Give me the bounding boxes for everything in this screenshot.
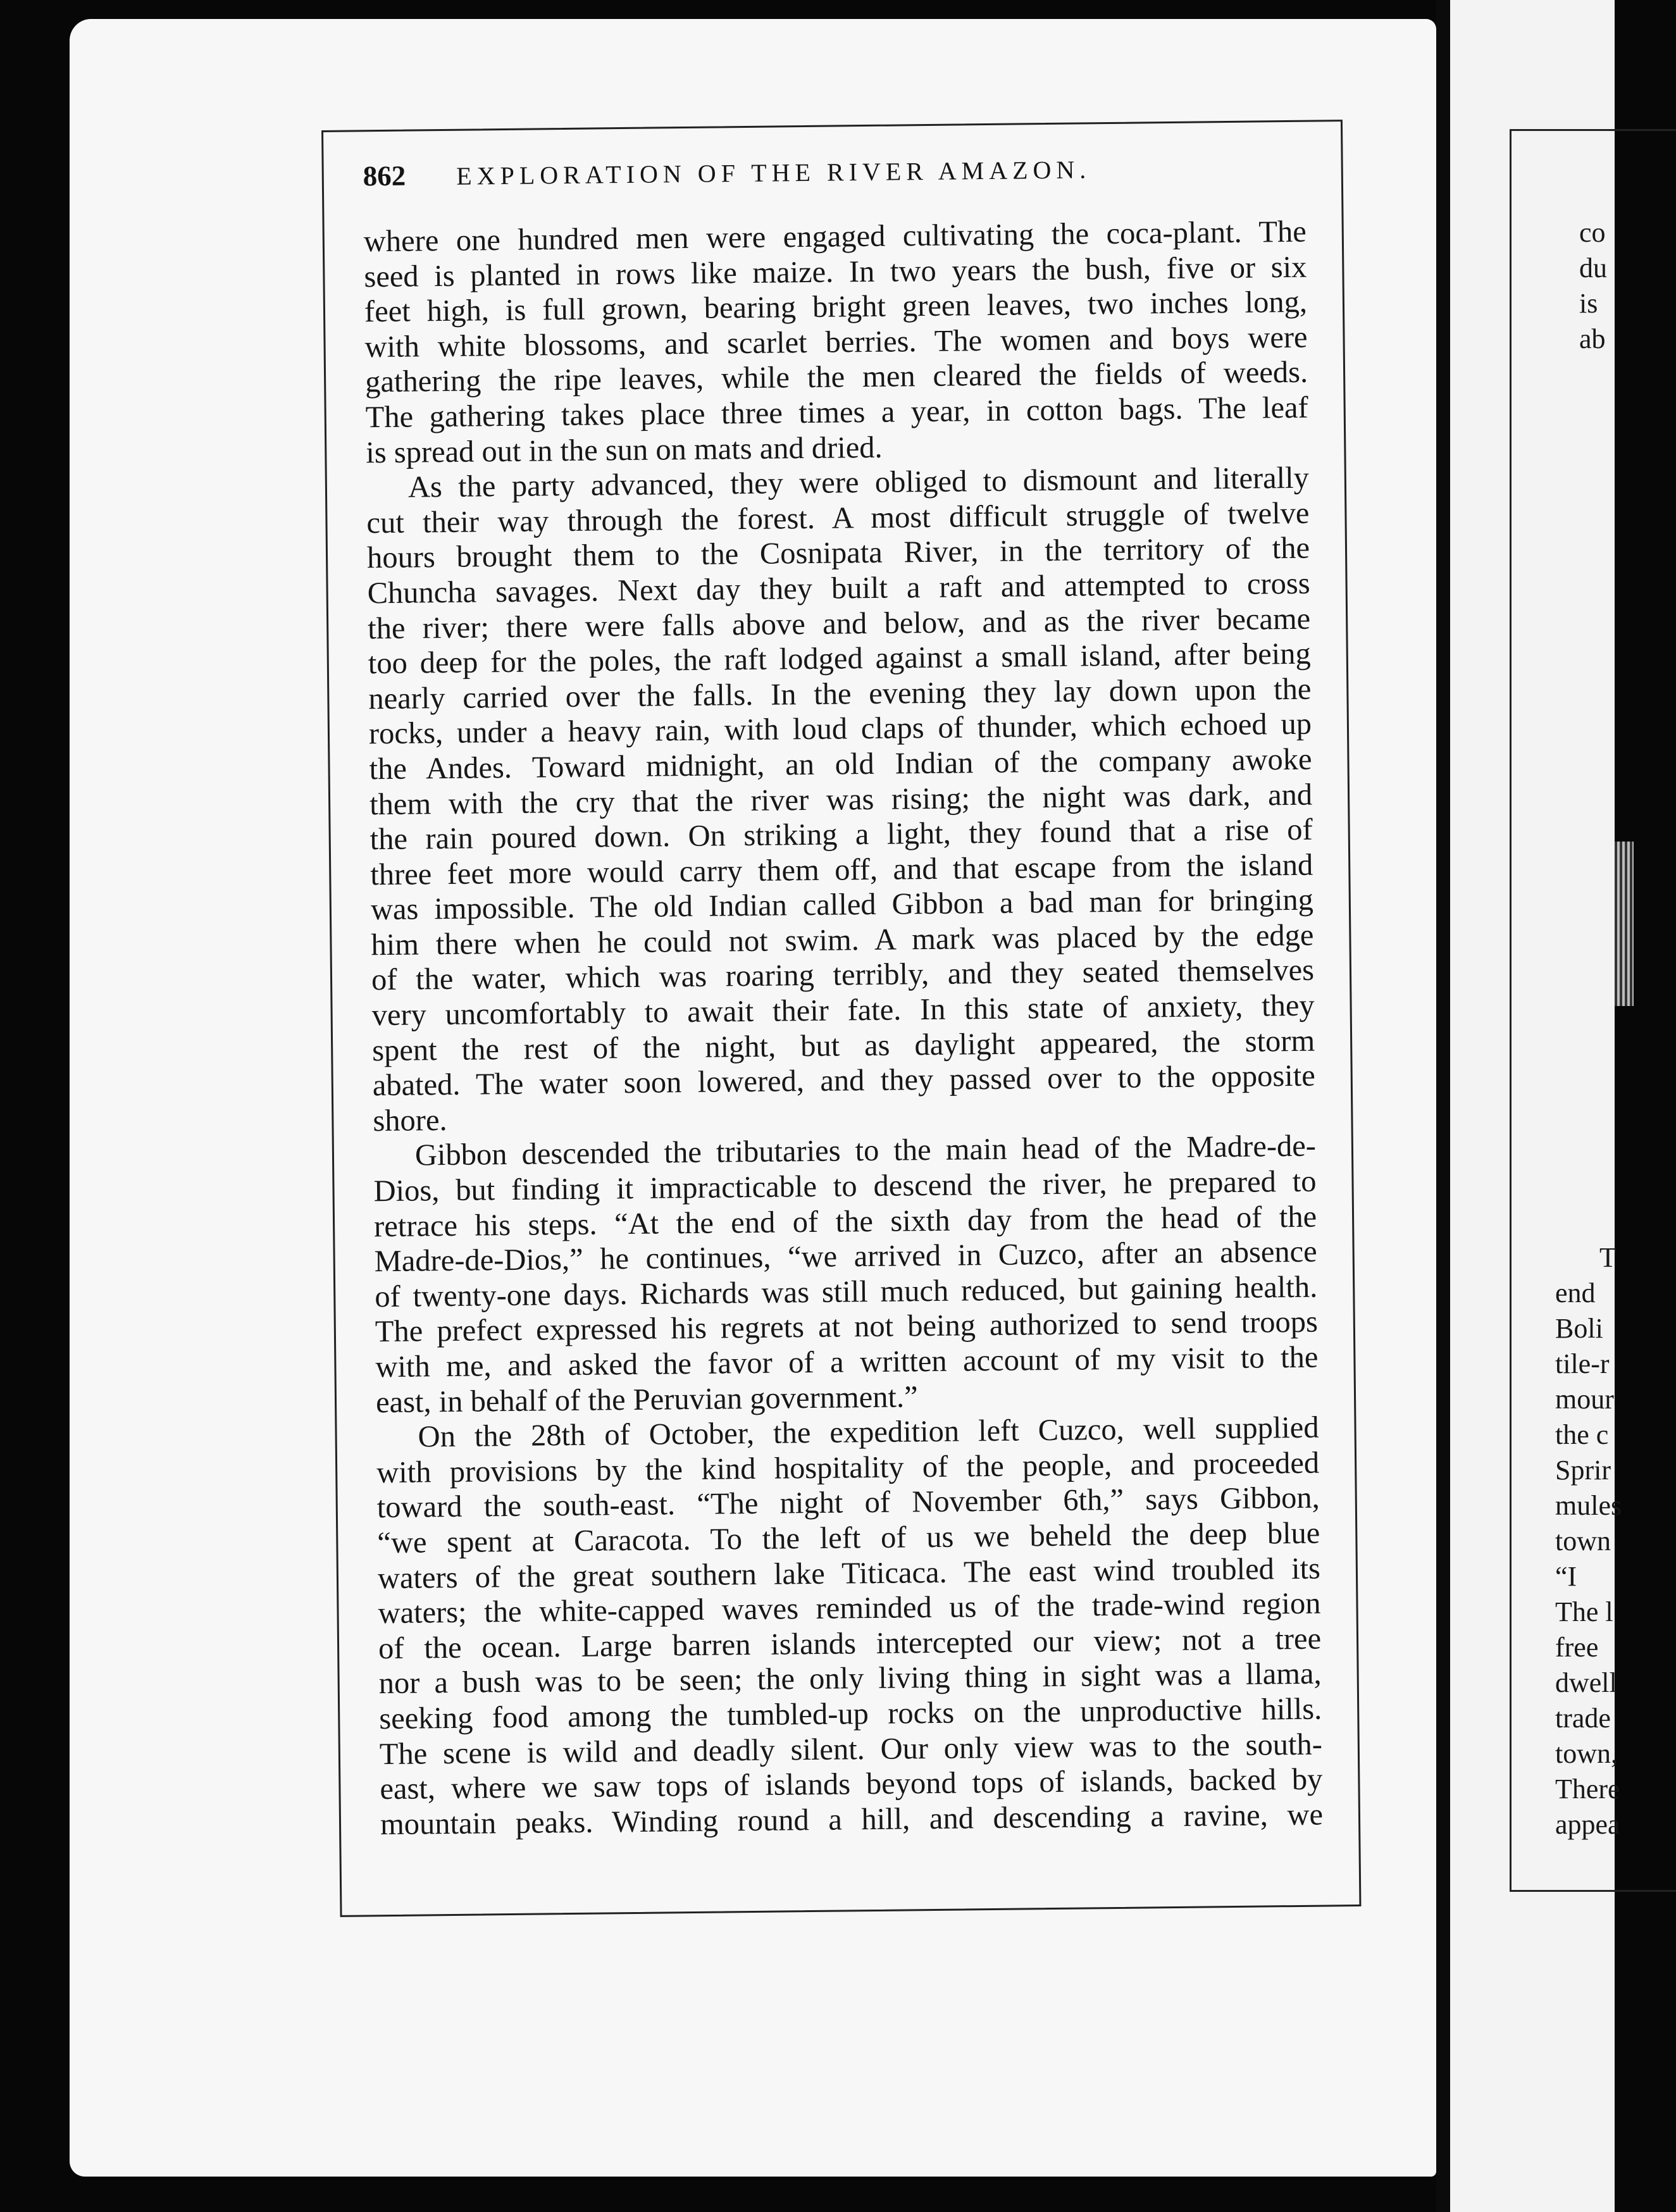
text-line: east, in behalf of the Peruvian government.” xyxy=(375,1379,918,1419)
text-line: Dios, but finding it impracticable to descend the river, he prepared to xyxy=(373,1164,1317,1209)
text-line: As the party advanced, they were obliged to dismount and literally xyxy=(407,461,1310,504)
right-page-fragment: the c xyxy=(1555,1419,1609,1450)
right-page-fragment: The l xyxy=(1555,1596,1613,1627)
text-line: waters of the great southern lake Titicaca. The east wind troubled its xyxy=(377,1551,1321,1595)
running-title: EXPLORATION OF THE RIVER AMAZON. xyxy=(456,155,1091,190)
right-page-fragment: Boli xyxy=(1555,1313,1603,1344)
text-line: “we spent at Caracota. To the left of us we beheld the deep blue xyxy=(377,1516,1320,1560)
right-page-fragment: town xyxy=(1555,1525,1611,1556)
text-line: Gibbon descended the tributaries to the main head of the Madre-de- xyxy=(414,1129,1317,1172)
right-page-fragment: du xyxy=(1579,252,1607,283)
text-line: east, where we saw tops of islands beyond tops of islands, backed by xyxy=(380,1762,1323,1806)
text-line: The scene is wild and deadly silent. Our only view was to the south- xyxy=(379,1727,1323,1771)
book-page-right xyxy=(1450,0,1622,2212)
text-line: nearly carried over the falls. In the evening they lay down upon the xyxy=(368,672,1312,716)
body-text xyxy=(364,214,1324,1842)
text-line: with white blossoms, and scarlet berries. The women and boys were xyxy=(364,320,1308,364)
text-line: seed is planted in rows like maize. In two years the bush, five or six xyxy=(364,250,1307,294)
text-line: of twenty-one days. Richards was still much reduced, but gaining health. xyxy=(375,1270,1318,1314)
running-head xyxy=(363,150,1316,204)
text-line: Madre-de-Dios,” he continues, “we arrived in Cuzco, after an absence xyxy=(374,1234,1317,1279)
right-page-fragment: trade xyxy=(1555,1703,1611,1734)
page-number: 862 xyxy=(363,159,406,192)
right-page-fragment: tile-r xyxy=(1555,1348,1610,1379)
right-page-fragment: dwell xyxy=(1555,1667,1617,1698)
right-page-fragment: co xyxy=(1579,217,1606,248)
text-line: waters; the white-capped waves reminded us of the trade-wind region xyxy=(378,1586,1321,1631)
text-line: the Andes. Toward midnight, an old Indian of the company awoke xyxy=(369,742,1312,786)
text-line: was impossible. The old Indian called Gibbon a bad man for bringing xyxy=(370,883,1314,927)
text-line: feet high, is full grown, bearing bright green leaves, two inches long, xyxy=(364,285,1308,329)
text-line: with me, and asked the favor of a written account of my visit to the xyxy=(375,1340,1319,1384)
right-page-fragment: is xyxy=(1579,288,1598,319)
text-line: three feet more would carry them off, and that escape from the island xyxy=(370,848,1313,892)
text-line: Chuncha savages. Next day they built a raft and attempted to cross xyxy=(367,566,1310,611)
book-gutter xyxy=(1436,0,1450,2212)
text-line: spent the rest of the night, but as daylight appeared, the storm xyxy=(371,1024,1315,1067)
right-page-fragment: T xyxy=(1599,1242,1617,1273)
text-line: hours brought them to the Cosnipata River, in the territory of the xyxy=(366,531,1310,575)
text-line: nor a bush was to be seen; the only living thing in sight was a llama, xyxy=(378,1656,1322,1701)
right-page-fragment: ab xyxy=(1579,323,1606,354)
text-line: retrace his steps. “At the end of the sixth day from the head of the xyxy=(373,1200,1317,1243)
text-line: mountain peaks. Winding round a hill, and descending a ravine, we xyxy=(380,1798,1324,1841)
right-page-fragment: Sprir xyxy=(1555,1455,1611,1486)
right-page-fragment: mules xyxy=(1555,1490,1622,1521)
text-line: of the water, which was roaring terribly, and they seated themselves xyxy=(371,954,1315,997)
right-page-fragment: end xyxy=(1555,1277,1596,1308)
right-page-fragment: There xyxy=(1555,1774,1620,1805)
right-page-fragment: “I xyxy=(1555,1561,1577,1592)
text-line: abated. The water soon lowered, and they passed over to the opposite xyxy=(372,1059,1316,1103)
right-page-illustration-fragment xyxy=(1615,842,1634,1006)
text-line: rocks, under a heavy rain, with loud claps of thunder, which echoed up xyxy=(368,707,1312,751)
text-line: toward the south-east. “The night of November 6th,” says Gibbon, xyxy=(376,1481,1320,1525)
text-line: the rain poured down. On striking a light, they found that a rise of xyxy=(369,812,1313,857)
text-line: The gathering takes place three times a year, in cotton bags. The leaf xyxy=(365,390,1308,435)
text-line: him there when he could not swim. A mark was placed by the edge xyxy=(371,918,1314,962)
text-line: with provisions by the kind hospitality of the people, and proceeded xyxy=(376,1446,1320,1489)
text-line: cut their way through the forest. A most difficult struggle of twelve xyxy=(366,496,1310,540)
text-line: gathering the ripe leaves, while the men cleared the fields of weeds. xyxy=(364,356,1308,399)
text-line: shore. xyxy=(373,1103,447,1138)
text-line: too deep for the poles, the raft lodged against a small island, after being xyxy=(368,637,1312,681)
right-page-fragment: free xyxy=(1555,1632,1599,1663)
text-line: On the 28th of October, the expedition left Cuzco, well supplied xyxy=(418,1410,1319,1454)
right-page-fragment: mour xyxy=(1555,1384,1614,1415)
page-text-frame xyxy=(321,120,1361,1917)
text-line: very uncomfortably to await their fate. In this state of anxiety, they xyxy=(371,988,1315,1033)
text-line: The prefect expressed his regrets at not being authorized to send troops xyxy=(375,1305,1319,1349)
text-line: seeking food among the tumbled-up rocks on the unproductive hills. xyxy=(379,1692,1322,1736)
text-line: the river; there were falls above and below, and as the river became xyxy=(367,602,1311,645)
right-page-fragment: appea xyxy=(1555,1809,1620,1840)
text-line: where one hundred men were engaged cultivating the coca-plant. The xyxy=(363,214,1307,259)
text-line: is spread out in the sun on mats and dried. xyxy=(366,430,883,469)
text-line: them with the cry that the river was rising; the night was dark, and xyxy=(369,778,1313,821)
right-page-fragment: town, xyxy=(1555,1738,1618,1769)
text-line: of the ocean. Large barren islands intercepted our view; not a tree xyxy=(378,1622,1322,1665)
